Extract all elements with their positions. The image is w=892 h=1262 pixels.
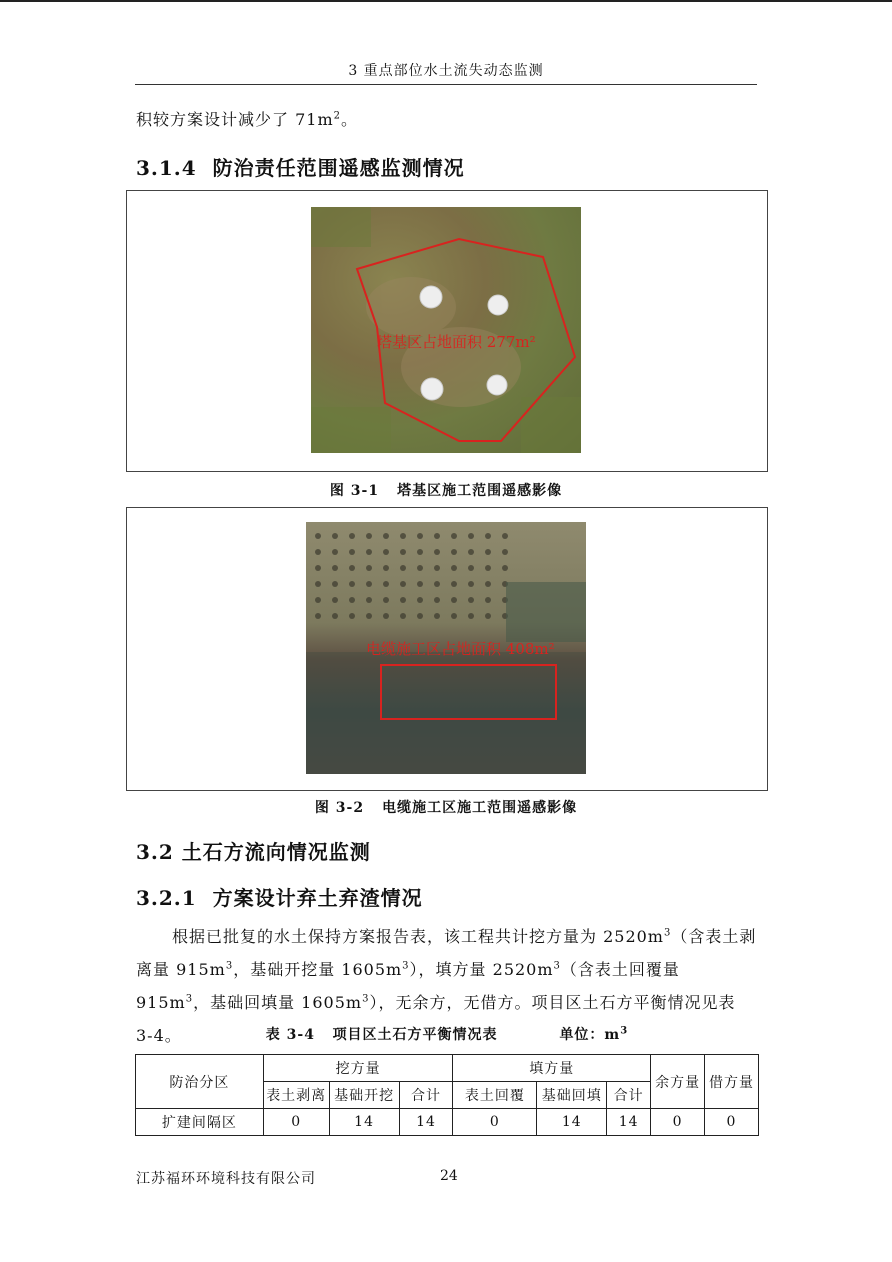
header-borrow: 借方量 bbox=[705, 1055, 759, 1109]
texture-dot bbox=[417, 581, 423, 587]
texture-dot bbox=[468, 565, 474, 571]
header-fill: 填方量 bbox=[453, 1055, 651, 1082]
sub-cut-total: 合计 bbox=[399, 1082, 453, 1109]
texture-dot bbox=[400, 565, 406, 571]
table-row bbox=[136, 1109, 759, 1136]
texture-dot bbox=[485, 613, 491, 619]
table-cell: 0 bbox=[453, 1109, 537, 1136]
texture-dot bbox=[485, 597, 491, 603]
texture-dot bbox=[417, 597, 423, 603]
texture-dot bbox=[383, 565, 389, 571]
header-surplus: 余方量 bbox=[651, 1055, 705, 1109]
table-cell: 14 bbox=[607, 1109, 651, 1136]
texture-dot bbox=[502, 549, 508, 555]
texture-dot bbox=[400, 549, 406, 555]
table-cell: 14 bbox=[537, 1109, 607, 1136]
texture-dot bbox=[434, 533, 440, 539]
texture-dot bbox=[468, 581, 474, 587]
figure-3-1-frame bbox=[126, 190, 768, 472]
texture-dot bbox=[451, 581, 457, 587]
table-cell: 扩建间隔区 bbox=[136, 1109, 264, 1136]
cable-area-label: 电缆施工区占地面积 408m² bbox=[366, 640, 555, 658]
texture-dot bbox=[400, 597, 406, 603]
header-zone: 防治分区 bbox=[136, 1055, 264, 1109]
texture-dot bbox=[332, 597, 338, 603]
texture-dot bbox=[434, 613, 440, 619]
figure-3-2-frame bbox=[126, 507, 768, 791]
texture-dot bbox=[451, 613, 457, 619]
texture-dot bbox=[417, 533, 423, 539]
header-cut: 挖方量 bbox=[263, 1055, 453, 1082]
texture-dot bbox=[468, 613, 474, 619]
top-rule bbox=[0, 0, 892, 2]
texture-dot bbox=[332, 533, 338, 539]
texture-dot bbox=[349, 597, 355, 603]
page-number: 24 bbox=[440, 1168, 458, 1184]
texture-dot bbox=[417, 613, 423, 619]
texture-dot bbox=[502, 565, 508, 571]
texture-dot bbox=[315, 565, 321, 571]
texture-dot bbox=[451, 549, 457, 555]
texture-dot bbox=[383, 597, 389, 603]
texture-dot bbox=[315, 581, 321, 587]
texture-dot bbox=[349, 533, 355, 539]
texture-dot bbox=[485, 549, 491, 555]
texture-dot bbox=[332, 613, 338, 619]
texture-dot bbox=[434, 597, 440, 603]
texture-dot bbox=[451, 533, 457, 539]
texture-dot bbox=[451, 597, 457, 603]
tower-base-overlay bbox=[311, 207, 581, 453]
sub-topsoil-cover: 表土回覆 bbox=[453, 1082, 537, 1109]
cable-area-satellite-image bbox=[306, 522, 586, 774]
sub-topsoil-strip: 表土剥离 bbox=[263, 1082, 329, 1109]
texture-dot bbox=[315, 549, 321, 555]
texture-dot bbox=[434, 549, 440, 555]
texture-dot bbox=[315, 533, 321, 539]
texture-dot bbox=[349, 581, 355, 587]
intro-line: 积较方案设计减少了 $71m^2$。 bbox=[136, 110, 359, 129]
texture-dot bbox=[315, 613, 321, 619]
texture-dot bbox=[332, 549, 338, 555]
texture-dot bbox=[485, 533, 491, 539]
earthwork-balance-table bbox=[135, 1054, 759, 1136]
figure-3-1-caption: 图 3-1 塔基区施工范围遥感影像 bbox=[329, 483, 563, 499]
section-3-2-heading: 3.2 土石方流向情况监测 bbox=[136, 840, 371, 864]
sub-foundation-cut: 基础开挖 bbox=[329, 1082, 399, 1109]
texture-dot bbox=[485, 565, 491, 571]
texture-dot bbox=[383, 613, 389, 619]
texture-dot bbox=[400, 613, 406, 619]
texture-dot bbox=[349, 549, 355, 555]
texture-dot bbox=[434, 565, 440, 571]
section-3-2-1-heading: 3.2.1 方案设计弃土弃渣情况 bbox=[136, 886, 423, 910]
texture-dot bbox=[400, 581, 406, 587]
sub-fill-total: 合计 bbox=[607, 1082, 651, 1109]
texture-dot bbox=[451, 565, 457, 571]
earthwork-paragraph: 根据已批复的水土保持方案报告表，该工程共计挖方量为 $2520m^3$（含表土剥离量 $915m^3$，基础开挖量 $1605m^3$），填方量 $2520m^3$（含表土回覆量 $915m^3$，基础回填量 $1605m^3$），无余方，无借方。项目区土石方平衡情况见表 3-4。 bbox=[136, 927, 757, 1045]
texture-dot bbox=[417, 549, 423, 555]
texture-dot bbox=[468, 533, 474, 539]
texture-dot bbox=[383, 581, 389, 587]
texture-dot bbox=[468, 597, 474, 603]
texture-dot bbox=[366, 597, 372, 603]
table-cell: 14 bbox=[399, 1109, 453, 1136]
footer-company: 江苏福环环境科技有限公司 bbox=[136, 1171, 316, 1187]
texture-dot bbox=[349, 613, 355, 619]
figure-3-2-caption: 图 3-2 电缆施工区施工范围遥感影像 bbox=[314, 800, 578, 816]
running-header: 3 重点部位水土流失动态监测 bbox=[135, 60, 757, 85]
sub-foundation-fill: 基础回填 bbox=[537, 1082, 607, 1109]
texture-dot bbox=[332, 581, 338, 587]
texture-dot bbox=[366, 533, 372, 539]
texture-dot bbox=[315, 597, 321, 603]
texture-dot bbox=[366, 581, 372, 587]
table-cell: 0 bbox=[705, 1109, 759, 1136]
tower-base-satellite-image bbox=[311, 207, 581, 453]
texture-dot bbox=[366, 565, 372, 571]
texture-dot bbox=[468, 549, 474, 555]
texture-dot bbox=[485, 581, 491, 587]
texture-dot bbox=[366, 613, 372, 619]
texture-dot bbox=[400, 533, 406, 539]
texture-dot bbox=[366, 549, 372, 555]
texture-dot bbox=[332, 565, 338, 571]
texture-dot bbox=[383, 533, 389, 539]
tower-base-area-label: 塔基区占地面积 277m² bbox=[377, 333, 536, 351]
section-3-1-4-heading: 3.1.4 防治责任范围遥感监测情况 bbox=[136, 156, 465, 180]
table-cell: 0 bbox=[263, 1109, 329, 1136]
table-header-row bbox=[136, 1055, 759, 1082]
texture-dot bbox=[434, 581, 440, 587]
texture-dot bbox=[502, 533, 508, 539]
table-cell: 14 bbox=[329, 1109, 399, 1136]
texture-dot bbox=[349, 565, 355, 571]
table-3-4-caption: 表 3-4 项目区土石方平衡情况表 单位：$m^3$ bbox=[265, 1025, 629, 1043]
table-cell: 0 bbox=[651, 1109, 705, 1136]
texture-dot bbox=[383, 549, 389, 555]
texture-dot bbox=[417, 565, 423, 571]
